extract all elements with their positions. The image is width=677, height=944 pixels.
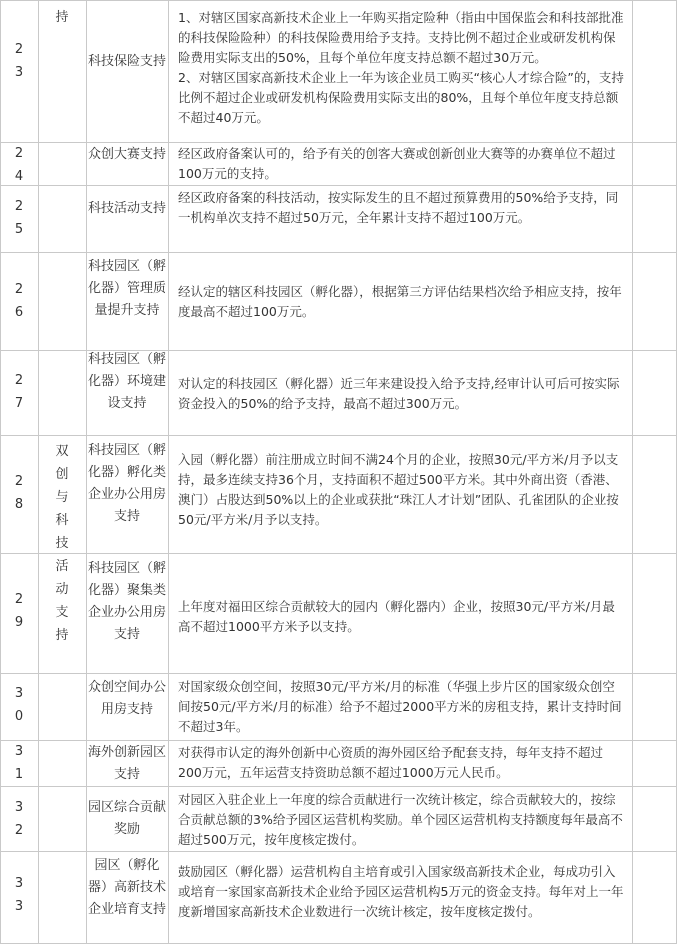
- row-divider: [0, 553, 677, 554]
- item-name: 众创空间办公用房支持: [88, 680, 167, 717]
- item-description: 入园（孵化器）前注册成立时间不满24个月的企业，按照30元/平方米/月予以支持，最多连续支持36个月，支持面积不超过500平方米。其中外商出资（香港、澳门）占股达到50%以上的企业或获批“珠江人才计划”团队、孔雀团队的企业按50元/平方米/月予以支持。: [178, 452, 619, 527]
- row-number: 3 3: [14, 876, 24, 914]
- item-name: 海外创新园区支持: [88, 745, 167, 782]
- item-name: 科技园区（孵化器）环境建设支持: [88, 352, 167, 411]
- row-number: 3 2: [14, 800, 24, 838]
- row-divider: [0, 435, 677, 436]
- col-divider: [632, 0, 633, 944]
- row-number: 2 7: [14, 373, 24, 411]
- row-divider: [0, 740, 677, 741]
- col-divider: [38, 0, 39, 944]
- item-name: 科技园区（孵化器）管理质量提升支持: [88, 259, 167, 318]
- col-divider: [0, 0, 1, 944]
- col-divider: [168, 0, 169, 944]
- item-name: 科技园区（孵化器）聚集类企业办公用房支持: [88, 561, 167, 642]
- row-number: 2 6: [14, 282, 24, 320]
- item-name: 园区综合贡献奖励: [88, 800, 167, 837]
- item-description: 对园区入驻企业上一年度的综合贡献进行一次统计核定，综合贡献较大的，按综合贡献总额的3%给予园区运营机构奖励。单个园区运营机构支持额度每年最高不超过500万元，按年度核定拨付。: [178, 792, 623, 847]
- row-divider: [0, 185, 677, 186]
- row-divider: [0, 142, 677, 143]
- row-number: 2 5: [14, 199, 24, 237]
- item-name: 科技园区（孵化器）孵化类企业办公用房支持: [88, 443, 167, 524]
- item-description: 鼓励园区（孵化器）运营机构自主培育或引入国家级高新技术企业，每成功引入或培育一家国家高新技术企业给予园区运营机构5万元的资金支持。每年对上一年度新增国家高新技术企业数进行一次统计核定，按年度核定拨付。: [178, 864, 624, 919]
- category-label: [42, 440, 82, 647]
- category-main: 双创与科技活动支持: [55, 444, 69, 643]
- item-name: 科技保险支持: [88, 54, 167, 69]
- item-name: 科技活动支持: [88, 201, 167, 216]
- row-divider: [0, 252, 677, 253]
- item-description: 上年度对福田区综合贡献较大的园内（孵化器内）企业，按照30元/平方米/月最高不超过1000平方米予以支持。: [178, 599, 615, 634]
- row-divider: [0, 0, 677, 1]
- category-fragment: 持: [55, 10, 69, 25]
- row-number: 3 0: [14, 686, 24, 724]
- row-number: 2 4: [14, 146, 24, 184]
- row-number: 2 3: [14, 42, 24, 80]
- item-description: 对国家级众创空间，按照30元/平方米/月的标准（华强上步片区的国家级众创空间按50元/平方米/月的标准）给予不超过2000平方米的房租支持，累计支持时间不超过3年。: [178, 679, 622, 734]
- item-name: 园区（孵化器）高新技术企业培育支持: [88, 858, 167, 917]
- item-description: 经区政府备案认可的，给予有关的创客大赛或创新创业大赛等的办赛单位不超过100万元的支持。: [178, 146, 616, 181]
- row-divider: [0, 673, 677, 674]
- item-description: 经区政府备案的科技活动，按实际发生的且不超过预算费用的50%给予支持，同一机构单次支持不超过50万元，全年累计支持不超过100万元。: [178, 190, 619, 225]
- row-divider: [0, 851, 677, 852]
- item-description: 对认定的科技园区（孵化器）近三年来建设投入给予支持,经审计认可后可按实际资金投入的50%的给予支持，最高不超过300万元。: [178, 376, 620, 411]
- row-number: 3 1: [14, 744, 24, 782]
- row-number: 2 8: [14, 474, 24, 512]
- item-description: 对获得市认定的海外创新中心资质的海外园区给予配套支持，每年支持不超过200万元，五年运营支持资助总额不超过1000万元人民币。: [178, 745, 604, 780]
- item-name: 众创大赛支持: [88, 147, 167, 162]
- col-divider: [86, 0, 87, 944]
- item-description: 经认定的辖区科技园区（孵化器），根据第三方评估结果档次给予相应支持，按年度最高不超过100万元。: [178, 284, 622, 319]
- item-description: 1、对辖区国家高新技术企业上一年购买指定险种（指由中国保监会和科技部批准的科技保险险种）的科技保险费用给予支持。支持比例不超过企业或研发机构保险费用实际支出的50%，且每个单位年度支持总额不超过30万元。 2、对辖区国家高新技术企业上一年为该企业员工购买“核心人才综合险”的，支持比例不超过企业或研发机构保险费用实际支出的80%，且每个单位年度支持总额不超过40万元。: [178, 10, 624, 125]
- row-divider: [0, 786, 677, 787]
- row-number: 2 9: [14, 592, 24, 630]
